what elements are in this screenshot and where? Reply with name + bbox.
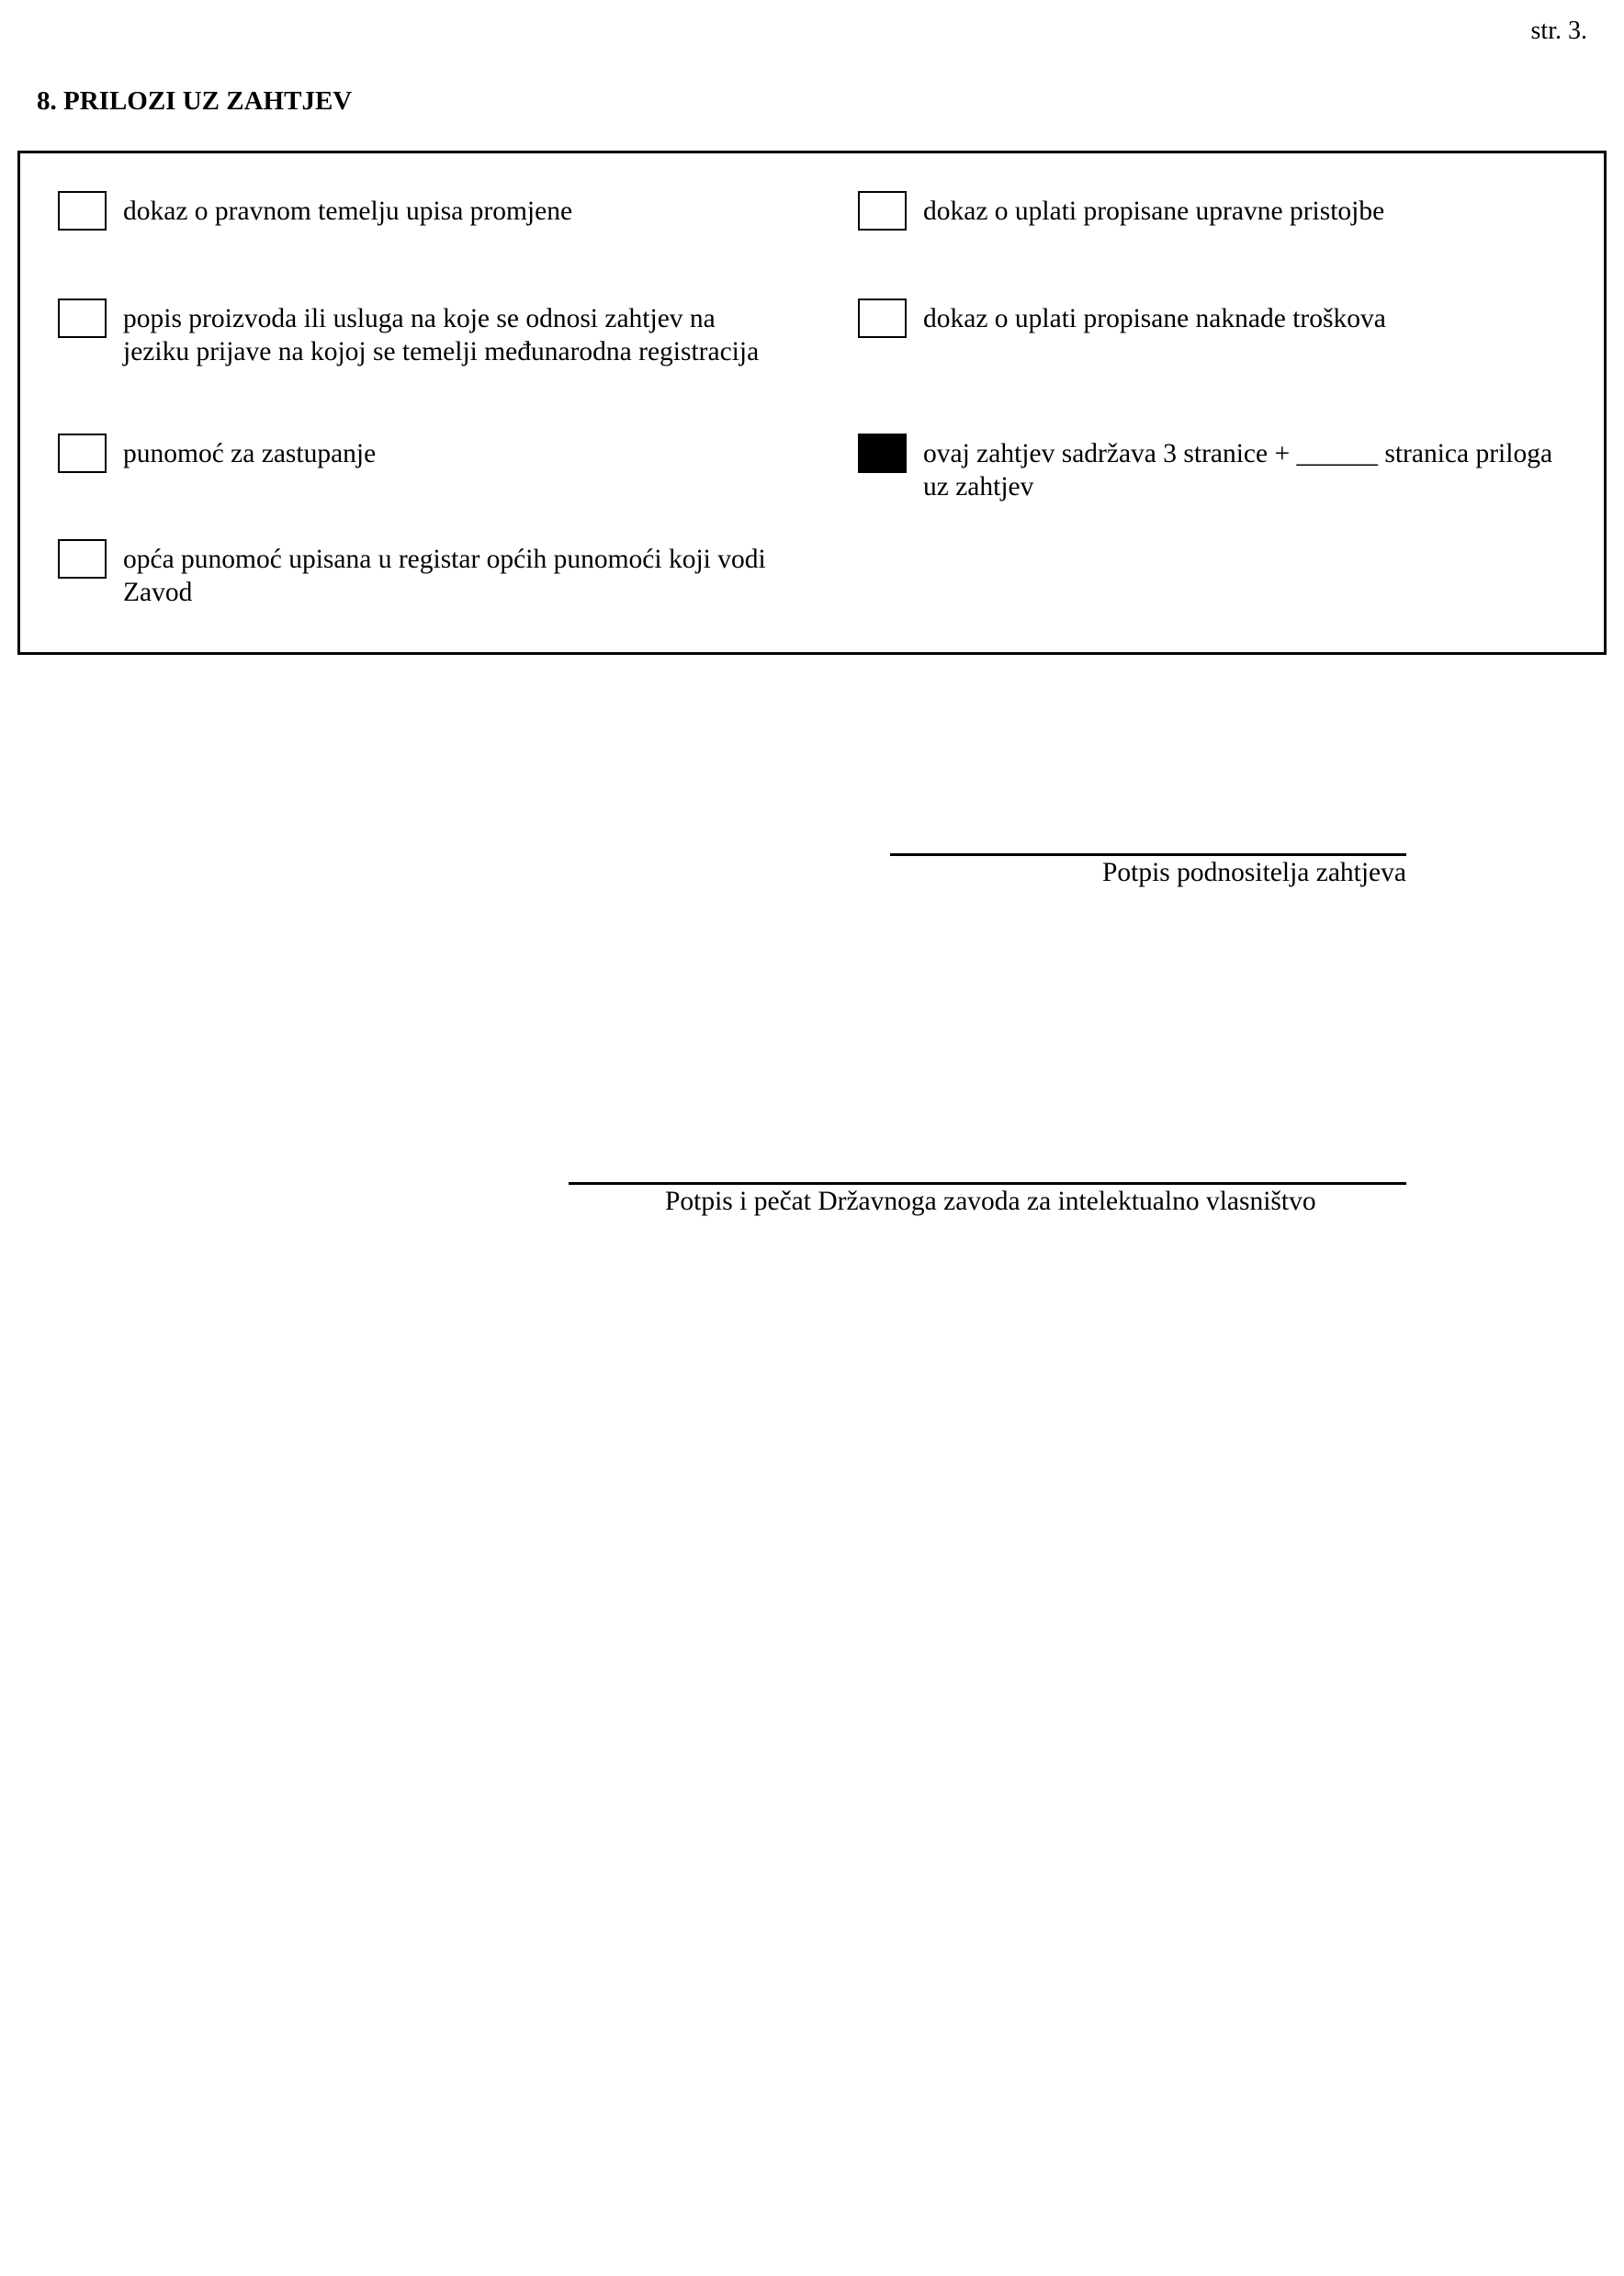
checkbox-label: punomoć za zastupanje [123,439,377,468]
office-signature-line [569,1182,1406,1185]
attachment-item [58,539,784,609]
checkbox-admin-fee-payment[interactable] [858,191,907,231]
checkbox-general-power-of-attorney[interactable] [58,539,107,579]
attachment-item [858,191,1566,231]
checkbox-label: ovaj zahtjev sadržava 3 stranice + ______ stranica priloga uz zahtjev [923,439,1553,501]
checkbox-power-of-attorney[interactable] [58,434,107,473]
attachment-item [858,299,1566,338]
checkbox-cost-fee-payment[interactable] [858,299,907,338]
checkbox-label: opća punomoć upisana u registar općih punomoći koji vodi Zavod [123,545,766,607]
applicant-signature-label: Potpis podnositelja zahtjeva [1102,858,1406,887]
applicant-signature-line [890,853,1406,856]
attachment-item [58,299,784,368]
page-number: str. 3. [1530,17,1587,45]
attachment-item [858,434,1566,503]
checkbox-label: dokaz o pravnom temelju upisa promjene [123,197,573,226]
office-signature-label: Potpis i pečat Državnoga zavoda za intelektualno vlasništvo [665,1187,1316,1216]
checkbox-label: dokaz o uplati propisane naknade troškova [923,304,1386,333]
checkbox-goods-services-list[interactable] [58,299,107,338]
attachment-item [58,191,784,231]
attachment-item [58,434,784,473]
checkbox-label: popis proizvoda ili usluga na koje se odnosi zahtjev na jeziku prijave na kojoj se temelji međunarodna registracija [123,304,760,366]
checkbox-label: dokaz o uplati propisane upravne pristojbe [923,197,1385,226]
section-heading: 8. PRILOZI UZ ZAHTJEV [37,86,353,116]
checkbox-legal-basis[interactable] [58,191,107,231]
checkbox-page-count[interactable] [858,434,907,473]
